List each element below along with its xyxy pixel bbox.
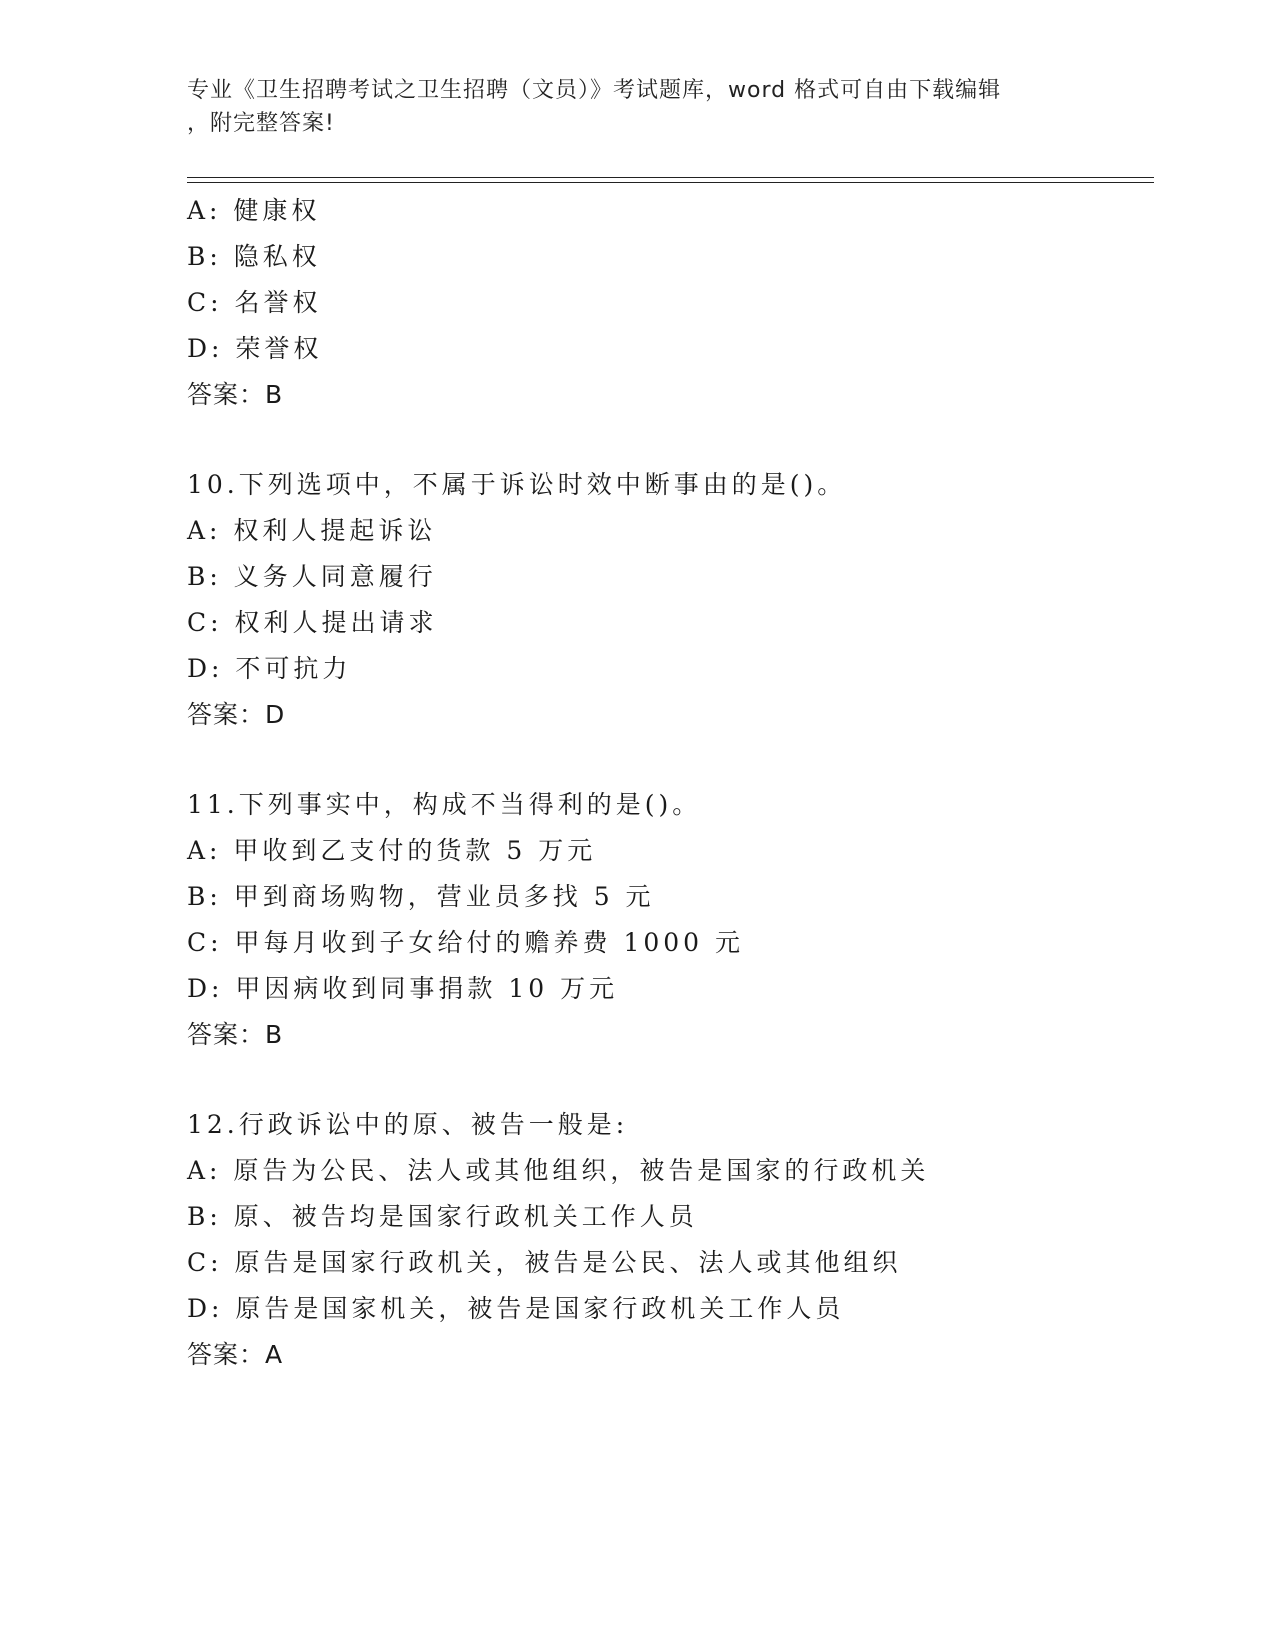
option-a: A: 健康权 xyxy=(187,196,321,225)
question-11 xyxy=(187,782,1147,1058)
header-double-rule xyxy=(187,177,1154,183)
question-text: 12.行政诉讼中的原、被告一般是: xyxy=(187,1110,629,1139)
question-9 xyxy=(187,188,1147,418)
spacer xyxy=(187,418,1147,462)
question-12 xyxy=(187,1102,1147,1378)
header-line-1: 专业《卫生招聘考试之卫生招聘（文员）》考试题库，word 格式可自由下载编辑 xyxy=(187,78,1002,103)
option-a: A: 甲收到乙支付的货款 5 万元 xyxy=(187,836,597,865)
option-d: D: 荣誉权 xyxy=(187,334,323,363)
question-10 xyxy=(187,462,1147,738)
option-c: C: 原告是国家行政机关，被告是公民、法人或其他组织 xyxy=(187,1248,902,1277)
option-b: B: 隐私权 xyxy=(187,242,321,271)
option-a: A: 权利人提起诉讼 xyxy=(187,516,437,545)
option-b: B: 原、被告均是国家行政机关工作人员 xyxy=(187,1202,698,1231)
option-c: C: 名誉权 xyxy=(187,288,322,317)
option-a: A: 原告为公民、法人或其他组织，被告是国家的行政机关 xyxy=(187,1156,930,1185)
option-d: D: 甲因病收到同事捐款 10 万元 xyxy=(187,974,619,1003)
question-text: 10.下列选项中，不属于诉讼时效中断事由的是()。 xyxy=(187,470,847,499)
question-text: 11.下列事实中，构成不当得利的是()。 xyxy=(187,790,702,819)
answer-line: 答案：B xyxy=(187,380,284,409)
document-header xyxy=(187,74,1087,140)
spacer xyxy=(187,738,1147,782)
option-c: C: 甲每月收到子女给付的赡养费 1000 元 xyxy=(187,928,745,957)
option-b: B: 甲到商场购物，营业员多找 5 元 xyxy=(187,882,655,911)
option-c: C: 权利人提出请求 xyxy=(187,608,438,637)
answer-line: 答案：D xyxy=(187,700,286,729)
header-line-2: ，附完整答案! xyxy=(187,111,335,136)
option-d: D: 原告是国家机关，被告是国家行政机关工作人员 xyxy=(187,1294,845,1323)
option-d: D: 不可抗力 xyxy=(187,654,352,683)
answer-line: 答案：B xyxy=(187,1020,284,1049)
option-b: B: 义务人同意履行 xyxy=(187,562,437,591)
answer-line: 答案：A xyxy=(187,1340,284,1369)
question-list xyxy=(187,188,1147,1378)
spacer xyxy=(187,1058,1147,1102)
